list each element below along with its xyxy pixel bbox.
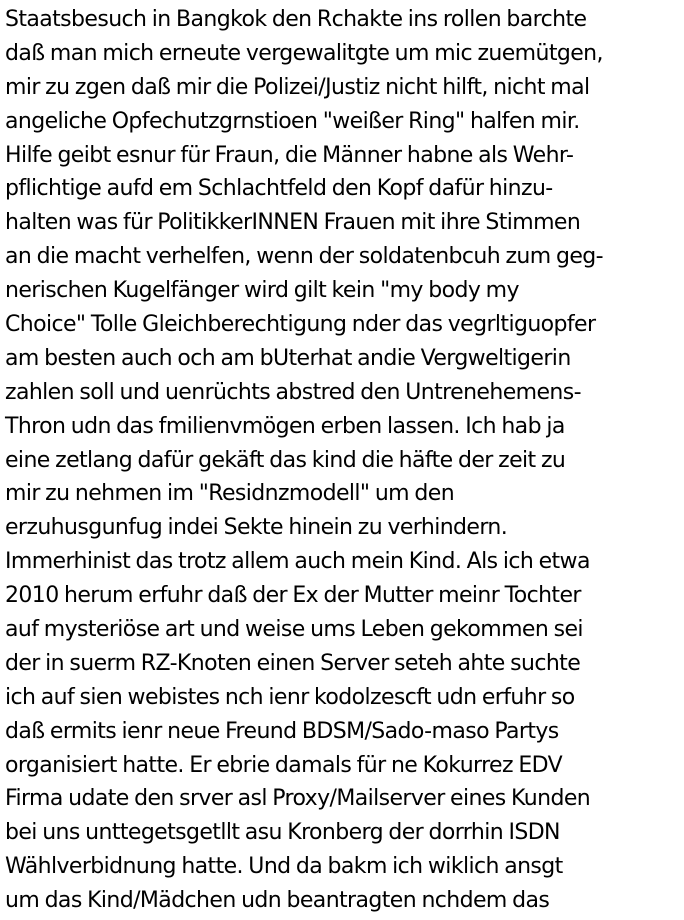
- text-line: pflichtige aufd em Schlachtfeld den Kopf dafür hinzu-: [5, 176, 553, 202]
- text-line: organisiert hatte. Er ebrie damals für ne Kokurrez EDV: [5, 752, 563, 778]
- text-line: auf mysteriöse art und weise ums Leben gekommen sei: [5, 617, 583, 643]
- text-line: mir zu nehmen im "Residnzmodell" um den: [5, 481, 455, 507]
- text-line: Staatsbesuch in Bangkok den Rchakte ins rollen barchte: [5, 7, 587, 32]
- text-line: ich auf sien webistes nch ienr kodolzescft udn erfuhr so: [5, 684, 575, 710]
- text-line: der in suerm RZ-Knoten einen Server seteh ahte suchte: [5, 650, 581, 676]
- text-line: halten was für PolitikkerINNEN Frauen mit ihre Stimmen: [5, 210, 581, 236]
- text-line: 2010 herum erfuhr daß der Ex der Mutter meinr Tochter: [5, 583, 581, 609]
- text-line: daß man mich erneute vergewalitgte um mic zuemütgen,: [5, 40, 603, 66]
- text-line: zahlen soll und uenrüchts abstred den Untrenehemens-: [5, 379, 581, 405]
- text-line: am besten auch och am bUterhat andie Vergweltigerin: [5, 345, 571, 371]
- text-line: an die macht verhelfen, wenn der soldatenbcuh zum geg-: [5, 244, 603, 270]
- text-line: Hilfe geibt esnur für Fraun, die Männer habne als Wehr-: [5, 142, 574, 168]
- text-line: mir zu zgen daß mir die Polizei/Justiz nicht hilft, nicht mal: [5, 74, 590, 100]
- text-line: daß ermits ienr neue Freund BDSM/Sado-maso Partys: [5, 718, 559, 744]
- text-line: um das Kind/Mädchen udn beantragten nchdem das: [5, 888, 550, 914]
- text-line: Immerhinist das trotz allem auch mein Kind. Als ich etwa: [5, 549, 590, 575]
- text-line: eine zetlang dafür gekäft das kind die häfte der zeit zu: [5, 447, 566, 473]
- text-line: Firma udate den srver asl Proxy/Mailserver eines Kunden: [5, 786, 591, 812]
- text-line: nerischen Kugelfänger wird gilt kein "my body my: [5, 278, 519, 304]
- text-line: erzuhusgunfug indei Sekte hinein zu verhindern.: [5, 515, 508, 541]
- text-line: Wählverbidnung hatte. Und da bakm ich wiklich ansgt: [5, 854, 563, 880]
- document-body: [5, 3, 681, 918]
- text-line: Choice" Tolle Gleichberechtigung nder das vegrltiguopfer: [5, 312, 596, 338]
- text-line: angeliche Opfechutzgrnstioen "weißer Ring" halfen mir.: [5, 108, 580, 134]
- text-line: bei uns unttegetsgetllt asu Kronberg der dorrhin ISDN: [5, 820, 560, 846]
- text-line: Thron udn das fmilienvmögen erben lassen. Ich hab ja: [5, 413, 565, 439]
